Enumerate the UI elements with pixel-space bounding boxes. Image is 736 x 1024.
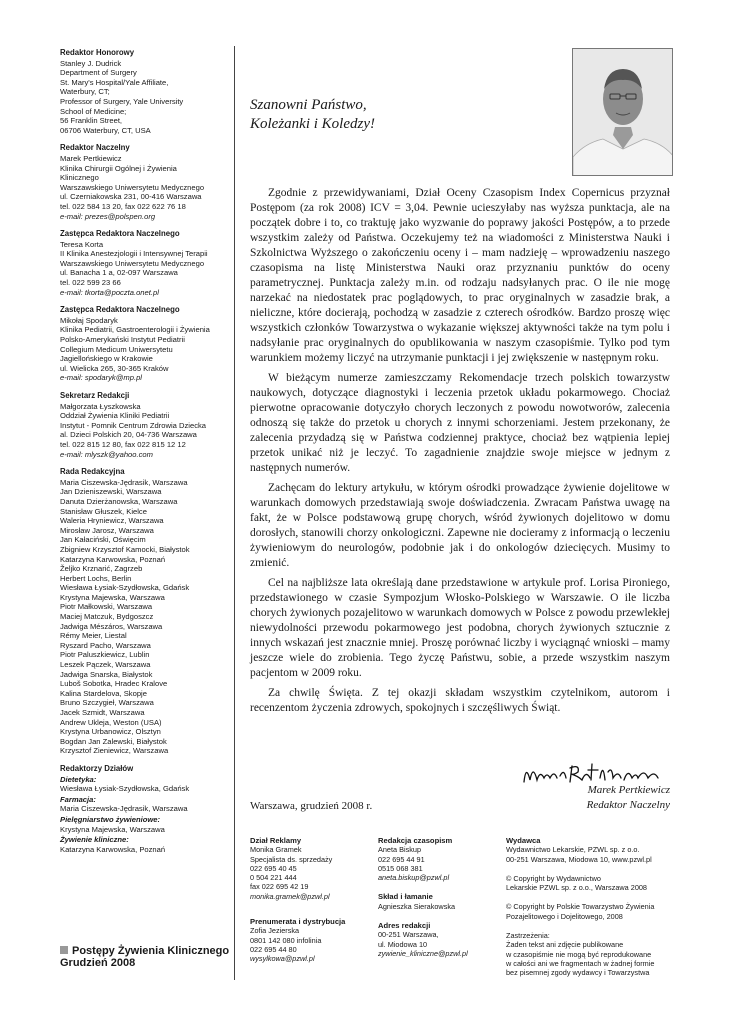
board-member: Leszek Pączek, Warszawa bbox=[60, 660, 151, 670]
footer-column-1 bbox=[250, 836, 370, 974]
board-member-list bbox=[60, 478, 232, 756]
reservation-line: w czasopiśmie nie mogą być reprodukowane bbox=[506, 949, 652, 959]
honorary-line: St. Mary's Hospital/Yale Affiliate, bbox=[60, 77, 169, 87]
honorary-line: Professor of Surgery, Yale University bbox=[60, 96, 184, 106]
secretary-line: al. Dzieci Polskich 20, 04-736 Warszawa bbox=[60, 430, 197, 440]
deputy2-line: ul. Wielicka 265, 30-365 Kraków bbox=[60, 363, 169, 373]
section-title: Dietetyka: bbox=[60, 774, 97, 784]
copyright-publisher bbox=[506, 874, 674, 893]
journal-issue: Grudzień 2008 bbox=[60, 957, 136, 969]
board-member: Jan Dzieniszewski, Warszawa bbox=[60, 487, 162, 497]
copyright-line: Pozajelitowego i Dojelitowego, 2008 bbox=[506, 911, 623, 921]
deputy-editor-2 bbox=[60, 305, 232, 383]
deputy1-line: ul. Banacha 1 a, 02-097 Warszawa bbox=[60, 268, 178, 278]
deputy1-line: II Klinika Anestezjologii i Intensywnej Terapii bbox=[60, 249, 208, 259]
publisher bbox=[506, 836, 674, 864]
copyright-line: Lekarskie PZWL sp. z o.o., Warszawa 2008 bbox=[506, 883, 647, 893]
chief-editor-heading: Redaktor Naczelny bbox=[60, 143, 130, 153]
chief-line: Klinika Chirurgii Ogólnej i Żywienia bbox=[60, 163, 177, 173]
chief-line: ul. Czerniakowska 231, 00-416 Warszawa bbox=[60, 192, 202, 202]
letter-paragraph: Zachęcam do lektury artykułu, w którym ośrodki prowadzące żywienie dojelitowe w warunkach domowych przedstawiają swoje doświadczenia. Zwracam Państwa uwagę na fakt, że w Polsce podstawową grupę chorych, wśród żywionych dojelitowo w domu dorosłych, stanowili chorzy onkologiczni. Zapewne nie docieramy z informacją o leczeniu żywieniowym do neurologów, podobnie jak i do onkologów dziecięcych. Musimy to zmienić. bbox=[250, 482, 670, 569]
section-editors bbox=[60, 764, 232, 854]
section-title: Pielęgniarstwo żywieniowe: bbox=[60, 814, 161, 824]
reservation-line: bez pisemnej zgody wydawcy i Towarzystwa bbox=[506, 968, 650, 978]
board-member: Katarzyna Karwowska, Poznań bbox=[60, 554, 166, 564]
column-divider bbox=[234, 46, 235, 980]
board-member: Jacek Szmidt, Warszawa bbox=[60, 708, 145, 717]
deputy2-line: Collegium Medicum Uniwersytetu bbox=[60, 344, 173, 354]
copyright-society bbox=[506, 902, 674, 921]
board-member: Krystyna Majewska, Warszawa bbox=[60, 592, 165, 602]
ads-line: fax 022 695 42 19 bbox=[250, 882, 309, 892]
greeting-line: Koleżanki i Koledzy! bbox=[250, 116, 375, 132]
section-editor-name: Wiesława Łysiak-Szydłowska, Gdańsk bbox=[60, 784, 190, 794]
deputy1-email[interactable]: e-mail: tkorta@poczta.onet.pl bbox=[60, 287, 159, 297]
section-title: Farmacja: bbox=[60, 794, 96, 804]
editorial-office bbox=[378, 836, 498, 882]
board-member: Jan Kałaciński, Oświęcim bbox=[60, 535, 146, 545]
letter-body bbox=[250, 186, 670, 721]
rights-reservation bbox=[506, 931, 674, 977]
secretary-line: Małgorzata Łyszkowska bbox=[60, 401, 141, 411]
journal-issue-title bbox=[60, 945, 232, 969]
deputy-editor-1 bbox=[60, 229, 232, 297]
board-member: Luboš Sobotka, Hradec Kralove bbox=[60, 679, 168, 689]
publisher-heading: Wydawca bbox=[506, 836, 541, 845]
reservation-line: Zastrzeżenia: bbox=[506, 931, 550, 941]
address-email[interactable]: zywienie_kliniczne@pzwl.pl bbox=[378, 948, 468, 958]
greeting-line: Szanowni Państwo, bbox=[250, 97, 367, 113]
reservation-line: w całości ani we fragmentach w żadnej formie bbox=[506, 958, 655, 968]
chief-email[interactable]: e-mail: prezes@polspen.org bbox=[60, 211, 156, 221]
portrait-illustration bbox=[573, 49, 673, 176]
board-member: Kalina Stardelova, Skopje bbox=[60, 688, 147, 698]
copyright-line: © Copyright by Polskie Towarzystwo Żywienia bbox=[506, 902, 655, 912]
subs-line: Zofia Jezierska bbox=[250, 926, 300, 936]
signature-name: Marek Pertkiewicz bbox=[587, 784, 670, 796]
chief-line: Klinicznego bbox=[60, 173, 99, 183]
address-line: ul. Miodowa 10 bbox=[378, 939, 428, 949]
footer-column-2 bbox=[378, 836, 498, 968]
reservation-line: Żaden tekst ani zdjęcie publikowane bbox=[506, 940, 624, 950]
ads-heading: Dział Reklamy bbox=[250, 836, 302, 845]
chief-editor bbox=[60, 143, 232, 221]
signature-role: Redaktor Naczelny bbox=[586, 799, 670, 811]
editorial-board bbox=[60, 467, 232, 756]
deputy1-line: tel. 022 599 23 66 bbox=[60, 278, 121, 288]
subs-heading: Prenumerata i dystrybucja bbox=[250, 917, 346, 927]
board-member: Piotr Małkowski, Warszawa bbox=[60, 602, 153, 612]
board-member: Waleria Hryniewicz, Warszawa bbox=[60, 516, 164, 526]
publisher-line: 00-251 Warszawa, Miodowa 10, www.pzwl.pl bbox=[506, 854, 652, 864]
deputy2-line: Klinika Pediatrii, Gastroenterologii i Żywienia bbox=[60, 325, 210, 335]
editorial-line: 022 695 44 91 bbox=[378, 854, 425, 864]
board-member: Wiesława Łysiak-Szydłowska, Gdańsk bbox=[60, 583, 190, 593]
board-member: Bogdan Jan Zalewski, Białystok bbox=[60, 736, 167, 746]
deputy-editor-2-heading: Zastępca Redaktora Naczelnego bbox=[60, 305, 180, 315]
secretary-line: tel. 022 815 12 80, fax 022 815 12 12 bbox=[60, 439, 186, 449]
chief-line: tel. 022 584 13 20, fax 022 622 76 18 bbox=[60, 201, 186, 211]
board-member: Krzysztof Zieniewicz, Warszawa bbox=[60, 746, 169, 756]
letter-paragraph: Za chwilę Święta. Z tej okazji składam wszystkim czytelnikom, autorom i recenzentom życzenia zdrowych, spokojnych i szczęśliwych Świąt. bbox=[250, 687, 670, 714]
deputy2-line: Polsko-Amerykański Instytut Pediatrii bbox=[60, 335, 185, 345]
chief-line: Marek Pertkiewicz bbox=[60, 153, 122, 163]
board-member: Piotr Paluszkiewicz, Lublin bbox=[60, 650, 150, 660]
deputy2-line: Jagiellońskiego w Krakowie bbox=[60, 354, 153, 364]
ads-department bbox=[250, 836, 370, 901]
address-line: 00-251 Warszawa, bbox=[378, 930, 439, 940]
honorary-editor bbox=[60, 48, 232, 135]
board-member: Herbert Lochs, Berlin bbox=[60, 573, 132, 583]
ads-email[interactable]: monika.gramek@pzwl.pl bbox=[250, 891, 330, 901]
board-member: Maria Ciszewska-Jędrasik, Warszawa bbox=[60, 477, 188, 487]
subscriptions bbox=[250, 917, 370, 963]
chief-line: Warszawskiego Uniwersytetu Medycznego bbox=[60, 182, 205, 192]
section-editors-heading: Redaktorzy Działów bbox=[60, 763, 134, 773]
square-bullet-icon bbox=[60, 946, 68, 954]
honorary-line: 06706 Waterbury, CT, USA bbox=[60, 125, 151, 135]
board-member: Željko Krznarić, Zagrzeb bbox=[60, 564, 143, 574]
editorial-heading: Redakcja czasopism bbox=[378, 836, 453, 845]
deputy-editor-1-heading: Zastępca Redaktora Naczelnego bbox=[60, 229, 180, 239]
editorial-secretary bbox=[60, 391, 232, 459]
ads-line: Monika Gramek bbox=[250, 845, 302, 855]
board-member: Jadwiga Mészáros, Warszawa bbox=[60, 621, 163, 631]
signature-block bbox=[534, 783, 670, 813]
publisher-line: Wydawnictwo Lekarskie, PZWL sp. z o.o. bbox=[506, 845, 640, 855]
subs-line: 0801 142 080 infolinia bbox=[250, 935, 322, 945]
deputy2-line: Mikołaj Spodaryk bbox=[60, 315, 118, 325]
section-editor-name: Katarzyna Karwowska, Poznań bbox=[60, 844, 166, 854]
subs-email[interactable]: wysylkowa@pzwl.pl bbox=[250, 954, 315, 964]
letter-paragraph: Cel na najbliższe lata określają dane przedstawione w artykule prof. Lorisa Pironiego, przedstawionego w czasie Sympozjum Włosko-Polskiego w Warszawie. O ile liczba chorych żywionych pozajelitowo w warunkach domowych w Polsce z powodu przewlekłej niewydolności przewodu pokarmowego jest podobna, chorych żywionych sztucznie z innych wskazań jest znacznie mniej. Proszę porównać liczby i wyciągnąć wnioski – mamy jeszcze wiele do zrobienia. Tego życzę Państwu, sobie, a przede wszystkim naszym pacjentom w 2009 roku. bbox=[250, 577, 670, 679]
honorary-line: 56 Franklin Street, bbox=[60, 116, 123, 126]
typesetting-heading: Skład i łamanie bbox=[378, 892, 433, 902]
deputy1-line: Warszawskiego Uniwersytetu Medycznego bbox=[60, 258, 205, 268]
board-member: Stanisław Głuszek, Kielce bbox=[60, 506, 147, 516]
board-member: Mirosław Jarosz, Warszawa bbox=[60, 525, 154, 535]
board-member: Rémy Meier, Liestal bbox=[60, 631, 127, 641]
subs-line: 022 695 44 80 bbox=[250, 944, 297, 954]
secretary-email[interactable]: e-mail: mlyszk@yahoo.com bbox=[60, 449, 153, 459]
ads-line: 022 695 40 45 bbox=[250, 863, 297, 873]
board-member: Jadwiga Snarska, Białystok bbox=[60, 669, 153, 679]
board-member: Zbigniew Krzysztof Kamocki, Białystok bbox=[60, 544, 190, 554]
board-member: Andrew Ukleja, Weston (USA) bbox=[60, 717, 162, 727]
editorial-board-sidebar bbox=[60, 48, 232, 862]
editorial-email[interactable]: aneta.biskup@pzwl.pl bbox=[378, 873, 450, 883]
honorary-line: Department of Surgery bbox=[60, 68, 137, 78]
ads-line: 0 504 221 444 bbox=[250, 873, 297, 883]
secretary-line: Instytut - Pomnik Centrum Zdrowia Dziecka bbox=[60, 420, 207, 430]
typesetting-line: Agnieszka Sierakowska bbox=[378, 901, 456, 911]
board-member: Ryszard Pacho, Warszawa bbox=[60, 640, 151, 650]
editorial-address bbox=[378, 921, 498, 958]
journal-name: Postępy Żywienia Klinicznego bbox=[72, 945, 230, 957]
editorial-line: Aneta Biskup bbox=[378, 845, 421, 855]
typesetting bbox=[378, 892, 498, 911]
letter-paragraph: W bieżącym numerze zamieszczamy Rekomendacje trzech polskich towarzystw naukowych, dotyczące diagnostyki i leczenia przetok układu pokarmowego. Chociaż pierwotne opracowanie dotyczyło chorych leczonych z powodu nowotworów, zalecenia odnoszą się także do przetok u chorych z innymi schorzeniami. Jestem przekonany, że zalecenia przydadzą się w Państwa codziennej praktyce, chociaż bez wątpienia lepiej przetok unikać niż je leczyć. To zagadnienie znajdzie swoje miejsce w jednym z następnych numerów. bbox=[250, 372, 670, 474]
board-member: Bruno Szczygieł, Warszawa bbox=[60, 698, 154, 708]
honorary-editor-details bbox=[60, 59, 232, 136]
board-member: Maciej Matczuk, Bydgoszcz bbox=[60, 612, 154, 622]
section-editor-name: Krystyna Majewska, Warszawa bbox=[60, 824, 165, 834]
section-title: Żywienie kliniczne: bbox=[60, 835, 129, 845]
board-member: Danuta Dzierżanowska, Warszawa bbox=[60, 496, 178, 506]
place-and-date: Warszawa, grudzień 2008 r. bbox=[250, 800, 373, 812]
secretary-line: Oddział Żywienia Kliniki Pediatrii bbox=[60, 411, 170, 421]
board-member: Krystyna Urbanowicz, Olsztyn bbox=[60, 727, 161, 737]
editor-portrait-photo bbox=[572, 48, 673, 176]
deputy2-email[interactable]: e-mail: spodaryk@mp.pl bbox=[60, 373, 142, 383]
ads-line: Specjalista ds. sprzedaży bbox=[250, 854, 333, 864]
honorary-line: School of Medicine; bbox=[60, 106, 127, 116]
honorary-editor-heading: Redaktor Honorowy bbox=[60, 48, 135, 57]
board-heading: Rada Redakcyjna bbox=[60, 467, 125, 477]
honorary-line: Stanley J. Dudrick bbox=[60, 58, 122, 68]
section-editor-name: Maria Ciszewska-Jędrasik, Warszawa bbox=[60, 804, 188, 814]
editorial-line: 0515 068 381 bbox=[378, 863, 423, 873]
secretary-heading: Sekretarz Redakcji bbox=[60, 391, 130, 400]
letter-paragraph: Zgodnie z przewidywaniami, Dział Oceny Czasopism Index Copernicus przyznał Postępom (za rok 2008) ICV = 3,04. Pewnie ucieszyłaby nas wyższa punktacja, ale na początek dobre i to, co traktuję jako wyzwanie do poprawy jakości Postępów, a to przede wszystkim zależy od Państwa. Oczekujemy też na wiadomości z Ministerstwa Nauki i Szkolnictwa Wyższego o zakończeniu oceny i – mam nadzieję – wprowadzeniu naszego czasopisma na listę Ministerstwa Nauki oraz przyznaniu punktów do oceny parametrycznej. Punktacja zależy m.in. od rodzaju nadsyłanych prac. O ile nie mogę narzekać na niedostatek prac poglądowych, to prac oryginalnych w zasadzie brak, a nieliczne, które docierają, pochodzą w zasadzie z czterech ośrodków. Bardzo proszę więc wszystkich członków Towarzystwa o wykazanie większej aktywności także na tym polu i nadsyłanie prac oryginalnych do opublikowania w naszym czasopiśmie. Tylko pod tym warunkiem możemy liczyć na utrzymanie punktacji i jej zwiększenie w następnym roku. bbox=[250, 187, 670, 364]
deputy1-line: Teresa Korta bbox=[60, 239, 104, 249]
honorary-line: Waterbury, CT; bbox=[60, 87, 110, 97]
letter-greeting bbox=[250, 96, 375, 134]
copyright-line: © Copyright by Wydawnictwo bbox=[506, 873, 601, 883]
footer-column-3 bbox=[506, 836, 674, 978]
address-heading: Adres redakcji bbox=[378, 921, 431, 931]
